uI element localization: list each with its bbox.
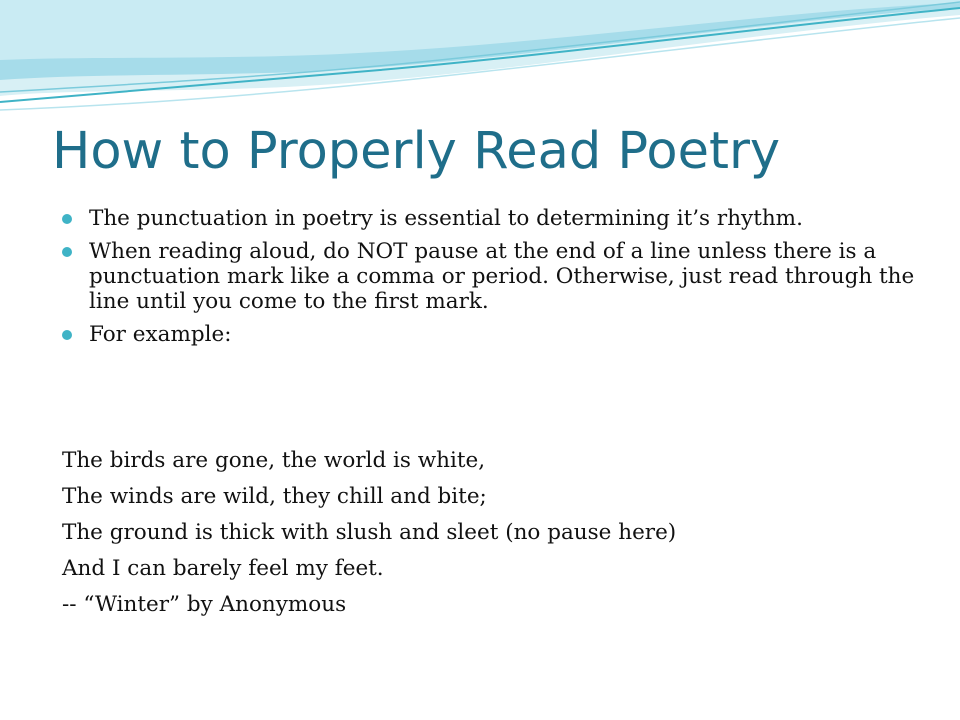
bullet-dot-icon: [62, 214, 72, 224]
bullet-item: [62, 239, 922, 314]
bullet-item: [62, 322, 922, 347]
slide-title: How to Properly Read Poetry: [52, 122, 781, 181]
poem-line: And I can barely feel my feet.: [62, 556, 384, 581]
bullet-dot-icon: [62, 330, 72, 340]
bullet-dot-icon: [62, 247, 72, 257]
poem-attribution: -- “Winter” by Anonymous: [62, 592, 347, 617]
bullet-item: [62, 206, 922, 231]
bullet-text: For example:: [89, 322, 232, 347]
bullet-text: When reading aloud, do NOT pause at the end of a line unless there is a punctuation mark like a comma or period. Otherwise, just read through the line until you come to the first mark.: [89, 239, 915, 314]
wave-header-decoration: [0, 0, 960, 130]
poem-excerpt: [62, 448, 922, 628]
poem-line: The winds are wild, they chill and bite;: [62, 484, 487, 509]
poem-line: The ground is thick with slush and sleet (no pause here): [62, 520, 677, 545]
bullet-text: The punctuation in poetry is essential to determining it’s rhythm.: [89, 206, 803, 231]
bullet-list: [62, 206, 922, 355]
poem-line: The birds are gone, the world is white,: [62, 448, 486, 473]
